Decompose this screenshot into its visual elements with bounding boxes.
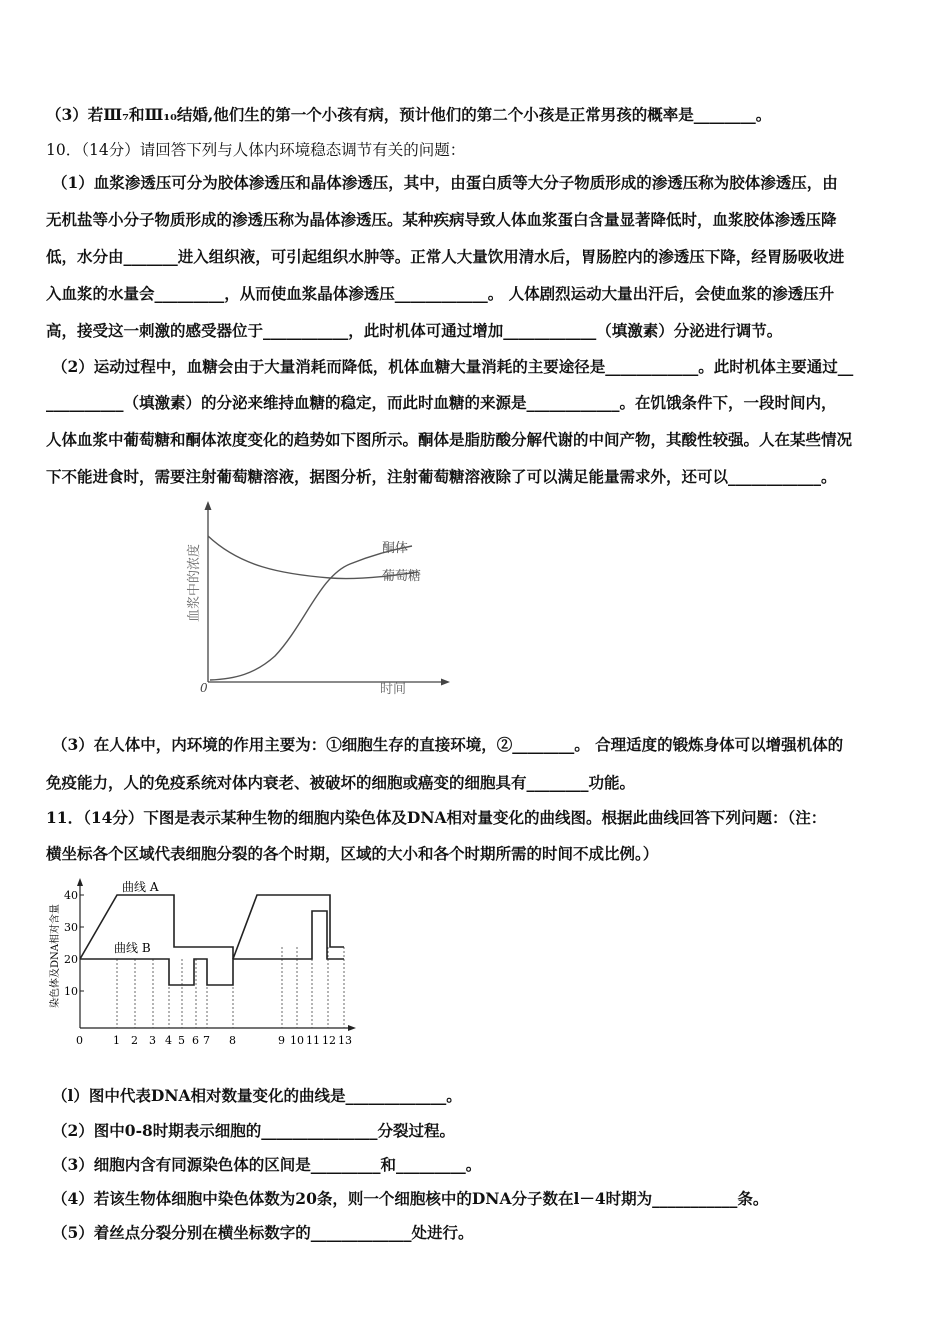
q10-p1-line2: 无机盐等小分子物质形成的渗透压称为晶体渗透压。某种疾病导致人体血浆蛋白含量显著降低时，血浆胶体渗透压降: [46, 210, 837, 229]
q10-p2-line2: __________（填激素）的分泌来维持血糖的稳定，而此时血糖的来源是____________。在饥饿条件下，一段时间内，: [46, 393, 837, 412]
x-tick-label: 5: [178, 1034, 185, 1047]
y-axis-arrow: [77, 878, 83, 886]
y-tick-label: 30: [64, 921, 78, 934]
x-tick-label: 13: [338, 1034, 352, 1047]
legend-glucose: 葡萄糖: [382, 569, 422, 584]
x-tick-label: 7: [203, 1034, 210, 1047]
legend-ketone: 酮体: [382, 541, 409, 556]
ketone-glucose-chart: [180, 496, 460, 706]
y-tick-label: 10: [64, 985, 78, 998]
q10-p3-line1: （3）在人体中，内环境的作用主要为：①细胞生存的直接环境，②________。 合理适度的锻炼身体可以增强机体的: [52, 735, 844, 754]
curve-b-label: 曲线 B: [114, 941, 151, 955]
q10-header: 10．（14分）请回答下列与人体内环境稳态调节有关的问题：: [46, 141, 466, 159]
q10-p1-line4: 入血浆的水量会_________，从而使血浆晶体渗透压____________。 人体剧烈运动大量出汗后，会使血浆的渗透压升: [46, 284, 835, 303]
x-tick-label: 0: [76, 1034, 83, 1047]
x-axis-arrow: [441, 679, 450, 686]
chromosome-dna-chart: [44, 872, 364, 1052]
x-tick-label: 8: [229, 1034, 236, 1047]
y-tick-label: 20: [64, 953, 78, 966]
curve-a-label: 曲线 A: [122, 880, 159, 894]
x-axis-arrow: [348, 1025, 356, 1031]
x-tick-label: 4: [165, 1034, 172, 1047]
x-tick-label: 1: [113, 1034, 120, 1047]
q11-sub3: （3）细胞内含有同源染色体的区间是_________和_________。: [52, 1155, 482, 1174]
y-tick-label: 40: [64, 889, 78, 902]
x-axis-label: 时间: [380, 682, 407, 697]
q10-p1-line3: 低，水分由_______进入组织液，可引起组织水肿等。正常人大量饮用清水后，胃肠腔内的渗透压下降，经胃肠吸收进: [46, 247, 845, 266]
q10-p3-line2: 免疫能力，人的免疫系统对体内衰老、被破坏的细胞或癌变的细胞具有________功能。: [46, 773, 636, 792]
q9-part3: （3）若Ⅲ₇和Ⅲ₁₀结婚,他们生的第一个小孩有病，预计他们的第二个小孩是正常男孩的概率是________。: [46, 105, 772, 124]
x-tick-label: 9: [278, 1034, 285, 1047]
q11-sub2: （2）图中0-8时期表示细胞的_______________分裂过程。: [52, 1121, 456, 1140]
x-tick-label: 6: [192, 1034, 199, 1047]
ketone-curve: [210, 546, 412, 680]
y-axis-arrow: [205, 501, 212, 510]
q10-p1-line5: 高，接受这一刺激的感受器位于___________，此时机体可通过增加____________（填激素）分泌进行调节。: [46, 321, 783, 340]
y-axis-label: 血浆中的浓度: [187, 543, 202, 622]
x-tick-label: 2: [131, 1034, 138, 1047]
x-tick-label: 12: [322, 1034, 336, 1047]
x-tick-label: 3: [149, 1034, 156, 1047]
q10-p2-line1: （2）运动过程中，血糖会由于大量消耗而降低，机体血糖大量消耗的主要途径是____________。此时机体主要通过__: [52, 357, 854, 376]
y-axis-label: 染色体及DNA相对含量: [50, 904, 61, 1008]
q11-sub5: （5）着丝点分裂分别在横坐标数字的_____________处进行。: [52, 1223, 474, 1242]
x-tick-label: 10: [290, 1034, 304, 1047]
q11-sub1: （l）图中代表DNA相对数量变化的曲线是_____________。: [52, 1086, 462, 1105]
q10-p1-line1: （1）血浆渗透压可分为胶体渗透压和晶体渗透压，其中，由蛋白质等大分子物质形成的渗透压称为胶体渗透压，由: [52, 173, 838, 192]
x-tick-label: 11: [306, 1034, 320, 1047]
x-tick-labels: [76, 1034, 352, 1047]
q11-sub4: （4）若该生物体细胞中染色体数为20条，则一个细胞核中的DNA分子数在l－4时期为___________条。: [52, 1189, 769, 1208]
q10-p2-line3: 人体血浆中葡萄糖和酮体浓度变化的趋势如下图所示。酮体是脂肪酸分解代谢的中间产物，其酸性较强。人在某些情况: [46, 430, 853, 449]
q10-p2-line4: 下不能进食时，需要注射葡萄糖溶液，据图分析，注射葡萄糖溶液除了可以满足能量需求外，还可以____________。: [46, 467, 837, 486]
origin-label: 0: [200, 681, 208, 695]
q11-header-line1: 11．（14分）下图是表示某种生物的细胞内染色体及DNA相对量变化的曲线图。根据此曲线回答下列问题：（注：: [46, 808, 827, 827]
q11-header-line2: 横坐标各个区域代表细胞分裂的各个时期，区域的大小和各个时期所需的时间不成比例。）: [46, 844, 659, 863]
